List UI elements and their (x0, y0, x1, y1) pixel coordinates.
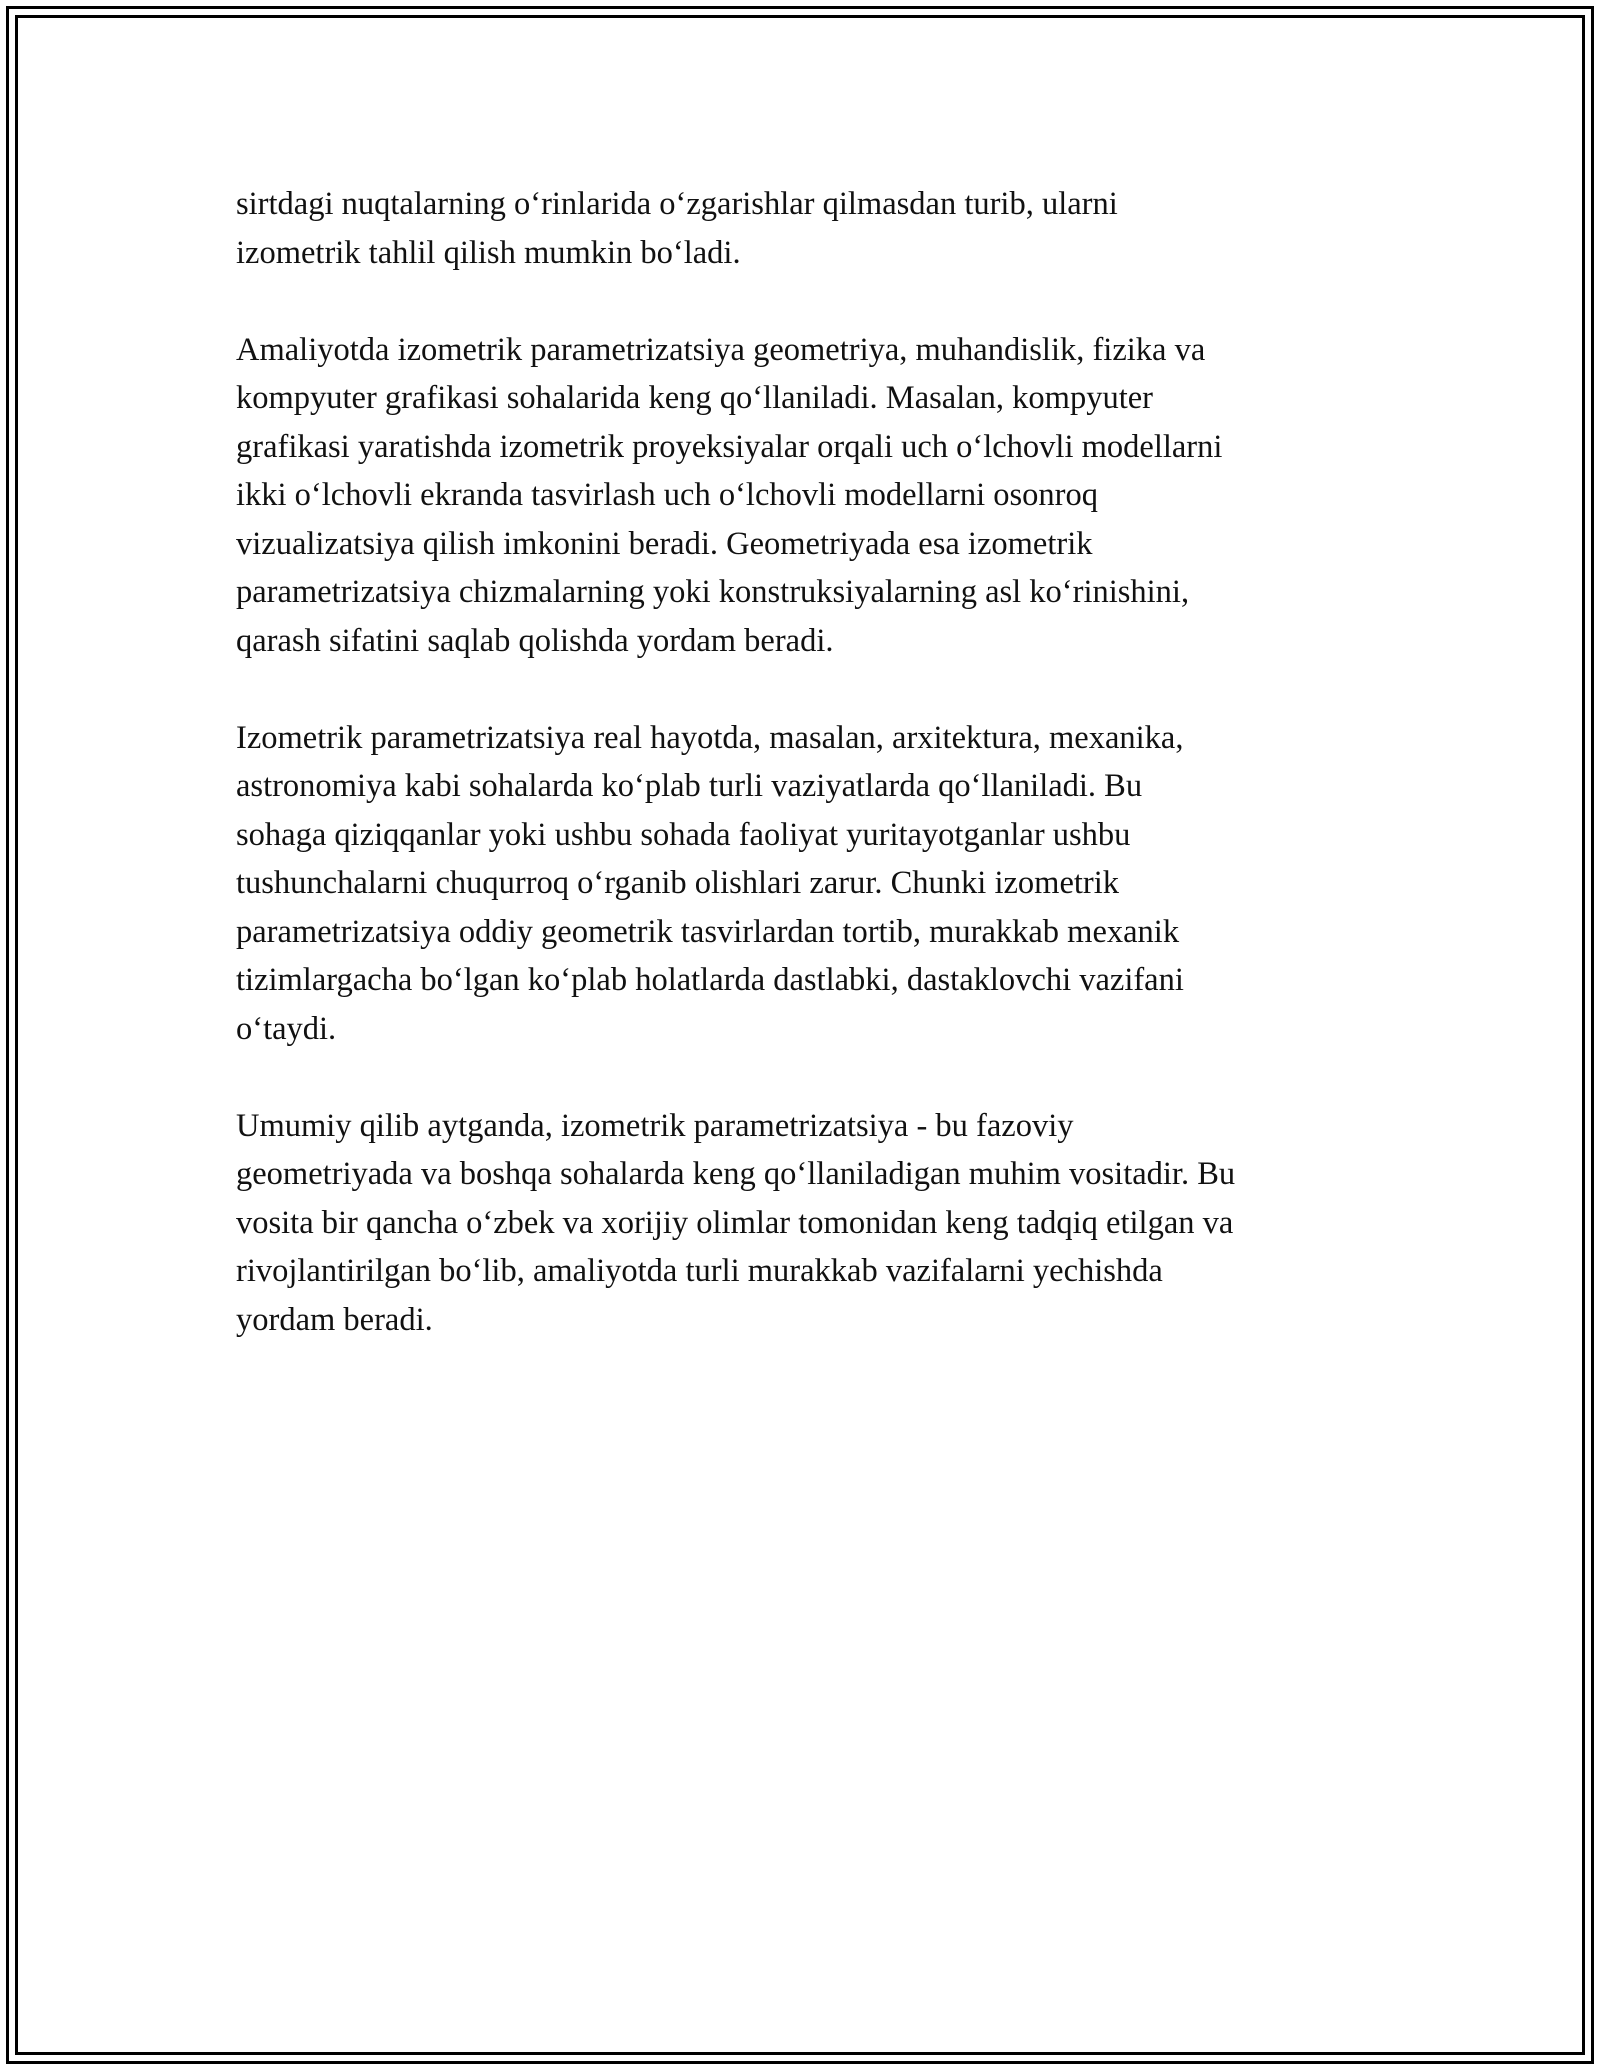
text-line: Umumiy qilib aytganda, izometrik parametrizatsiya - bu fazoviy (236, 1107, 1074, 1144)
paragraph-4 (236, 1102, 1366, 1345)
text-line: qarash sifatini saqlab qolishda yordam beradi. (236, 622, 834, 659)
text-line: izometrik tahlil qilish mumkin bo‘ladi. (236, 234, 741, 271)
text-line: parametrizatsiya chizmalarning yoki konstruksiyalarning asl ko‘rinishini, (236, 574, 1190, 610)
text-line: geometriyada va boshqa sohalarda keng qo‘llaniladigan muhim vositadir. Bu (236, 1156, 1236, 1192)
text-line: tushunchalarni chuqurroq o‘rganib olishlari zarur. Chunki izometrik (236, 865, 1120, 901)
document-body (236, 180, 1366, 1393)
paragraph-1 (236, 180, 1366, 277)
text-line: Izometrik parametrizatsiya real hayotda, masalan, arxitektura, mexanika, (236, 719, 1184, 756)
text-line: sohaga qiziqqanlar yoki ushbu sohada faoliyat yuritayotganlar ushbu (236, 816, 1131, 853)
paragraph-2 (236, 326, 1366, 666)
text-line: rivojlantirilgan bo‘lib, amaliyotda turli murakkab vazifalarni yechishda (236, 1253, 1163, 1289)
text-line: parametrizatsiya oddiy geometrik tasvirlardan tortib, murakkab mexanik (236, 913, 1180, 950)
text-line: grafikasi yaratishda izometrik proyeksiyalar orqali uch o‘lchovli modellarni (236, 428, 1223, 465)
text-line: vosita bir qancha o‘zbek va xorijiy olimlar tomonidan keng tadqiq etilgan va (236, 1204, 1234, 1241)
text-line: sirtdagi nuqtalarning o‘rinlarida o‘zgarishlar qilmasdan turib, ularni (236, 186, 1118, 222)
text-line: ikki o‘lchovli ekranda tasvirlash uch o‘lchovli modellarni osonroq (236, 477, 1098, 513)
text-line: o‘taydi. (236, 1010, 337, 1047)
text-line: Amaliyotda izometrik parametrizatsiya geometriya, muhandislik, fizika va (236, 331, 1206, 368)
text-line: astronomiya kabi sohalarda ko‘plab turli vaziyatlarda qo‘llaniladi. Bu (236, 768, 1143, 804)
text-line: kompyuter grafikasi sohalarida keng qo‘llaniladi. Masalan, kompyuter (236, 380, 1153, 416)
text-line: vizualizatsiya qilish imkonini beradi. Geometriyada esa izometrik (236, 525, 1093, 562)
paragraph-3 (236, 714, 1366, 1054)
text-line: yordam beradi. (236, 1301, 433, 1338)
text-line: tizimlargacha bo‘lgan ko‘plab holatlarda dastlabki, dastaklovchi vazifani (236, 962, 1184, 998)
